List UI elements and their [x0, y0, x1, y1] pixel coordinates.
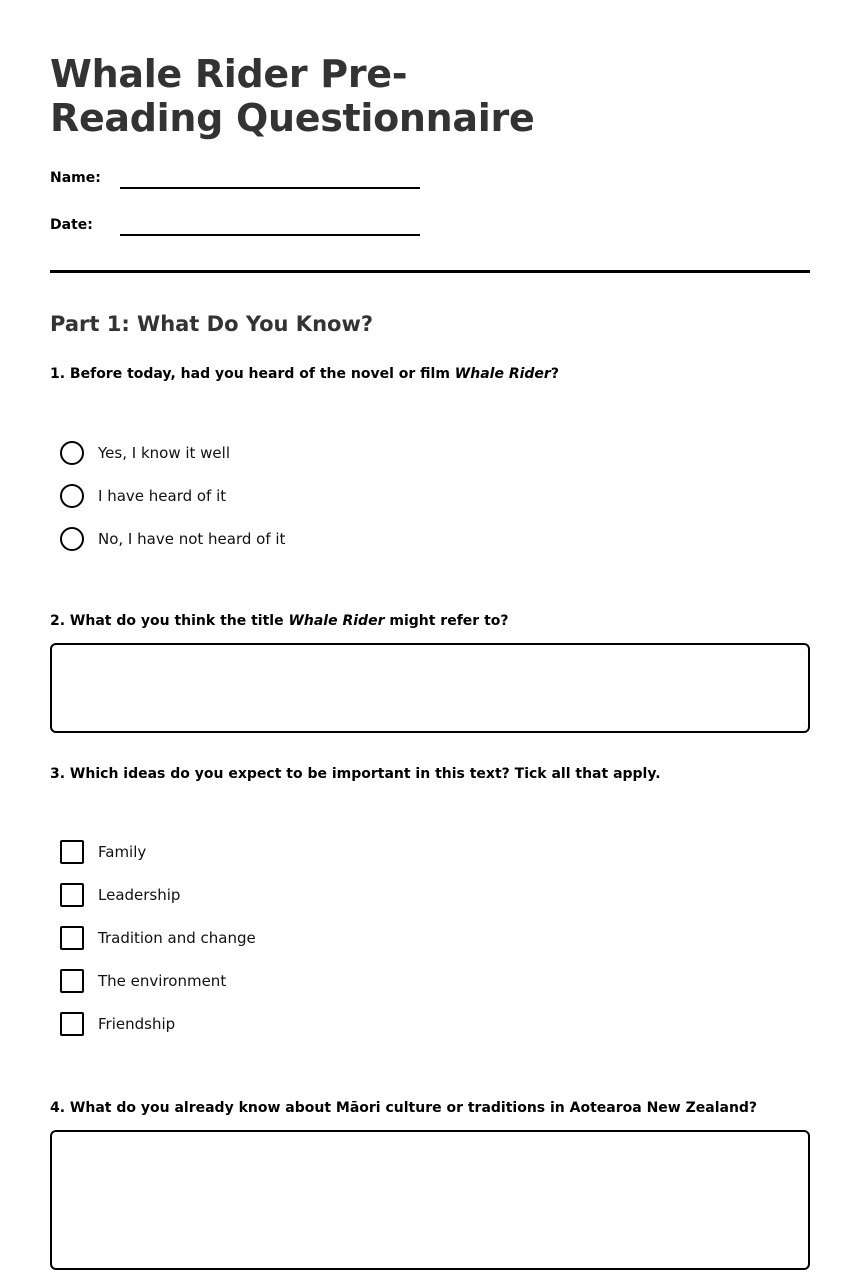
- checkbox-option-tradition[interactable]: [50, 916, 810, 959]
- part1-heading: Part 1: What Do You Know?: [50, 312, 374, 336]
- section-divider: [50, 270, 810, 273]
- checkbox-option-label: Family: [98, 842, 147, 861]
- question-4: 4. What do you already know about Māori culture or traditions in Aotearoa New Zealand?: [50, 1100, 758, 1116]
- name-label: Name:: [50, 170, 101, 186]
- name-field-row: [50, 167, 810, 187]
- question-1-suffix: ?: [550, 366, 559, 382]
- radio-button[interactable]: [60, 527, 84, 551]
- checkbox-option-label: The environment: [98, 971, 227, 990]
- question-1-prefix: 1. Before today, had you heard of the novel or film: [50, 366, 455, 382]
- checkbox-option-label: Friendship: [98, 1014, 176, 1033]
- question-1-title: Whale Rider: [454, 366, 551, 382]
- question-4-answer-box[interactable]: [50, 1130, 810, 1270]
- checkbox[interactable]: [60, 883, 84, 907]
- question-2-answer-box[interactable]: [50, 643, 810, 733]
- radio-option-heard-of-it[interactable]: [50, 474, 810, 517]
- checkbox-option-leadership[interactable]: [50, 873, 810, 916]
- date-label: Date:: [50, 217, 93, 233]
- question-2-suffix: might refer to?: [384, 613, 509, 629]
- page-title: Whale Rider Pre-Reading Questionnaire: [50, 52, 535, 140]
- checkbox-option-environment[interactable]: [50, 959, 810, 1002]
- checkbox-option-friendship[interactable]: [50, 1002, 810, 1045]
- name-input-line[interactable]: [120, 187, 420, 189]
- question-3-options: [50, 830, 810, 1045]
- checkbox[interactable]: [60, 926, 84, 950]
- radio-option-label: Yes, I know it well: [98, 443, 230, 462]
- question-1: [50, 365, 810, 383]
- date-input-line[interactable]: [120, 234, 420, 236]
- checkbox-option-family[interactable]: [50, 830, 810, 873]
- question-3: 3. Which ideas do you expect to be important in this text? Tick all that apply.: [50, 766, 661, 782]
- radio-option-label: No, I have not heard of it: [98, 529, 286, 548]
- question-2: [50, 612, 810, 630]
- date-field-row: [50, 214, 810, 234]
- radio-option-know-well[interactable]: [50, 431, 810, 474]
- checkbox-option-label: Tradition and change: [98, 928, 256, 947]
- radio-button[interactable]: [60, 441, 84, 465]
- checkbox-option-label: Leadership: [98, 885, 181, 904]
- radio-option-not-heard[interactable]: [50, 517, 810, 560]
- checkbox[interactable]: [60, 840, 84, 864]
- checkbox[interactable]: [60, 969, 84, 993]
- question-2-title: Whale Rider: [288, 613, 385, 629]
- checkbox[interactable]: [60, 1012, 84, 1036]
- radio-option-label: I have heard of it: [98, 486, 227, 505]
- radio-button[interactable]: [60, 484, 84, 508]
- question-1-options: [50, 431, 810, 560]
- question-2-prefix: 2. What do you think the title: [50, 613, 289, 629]
